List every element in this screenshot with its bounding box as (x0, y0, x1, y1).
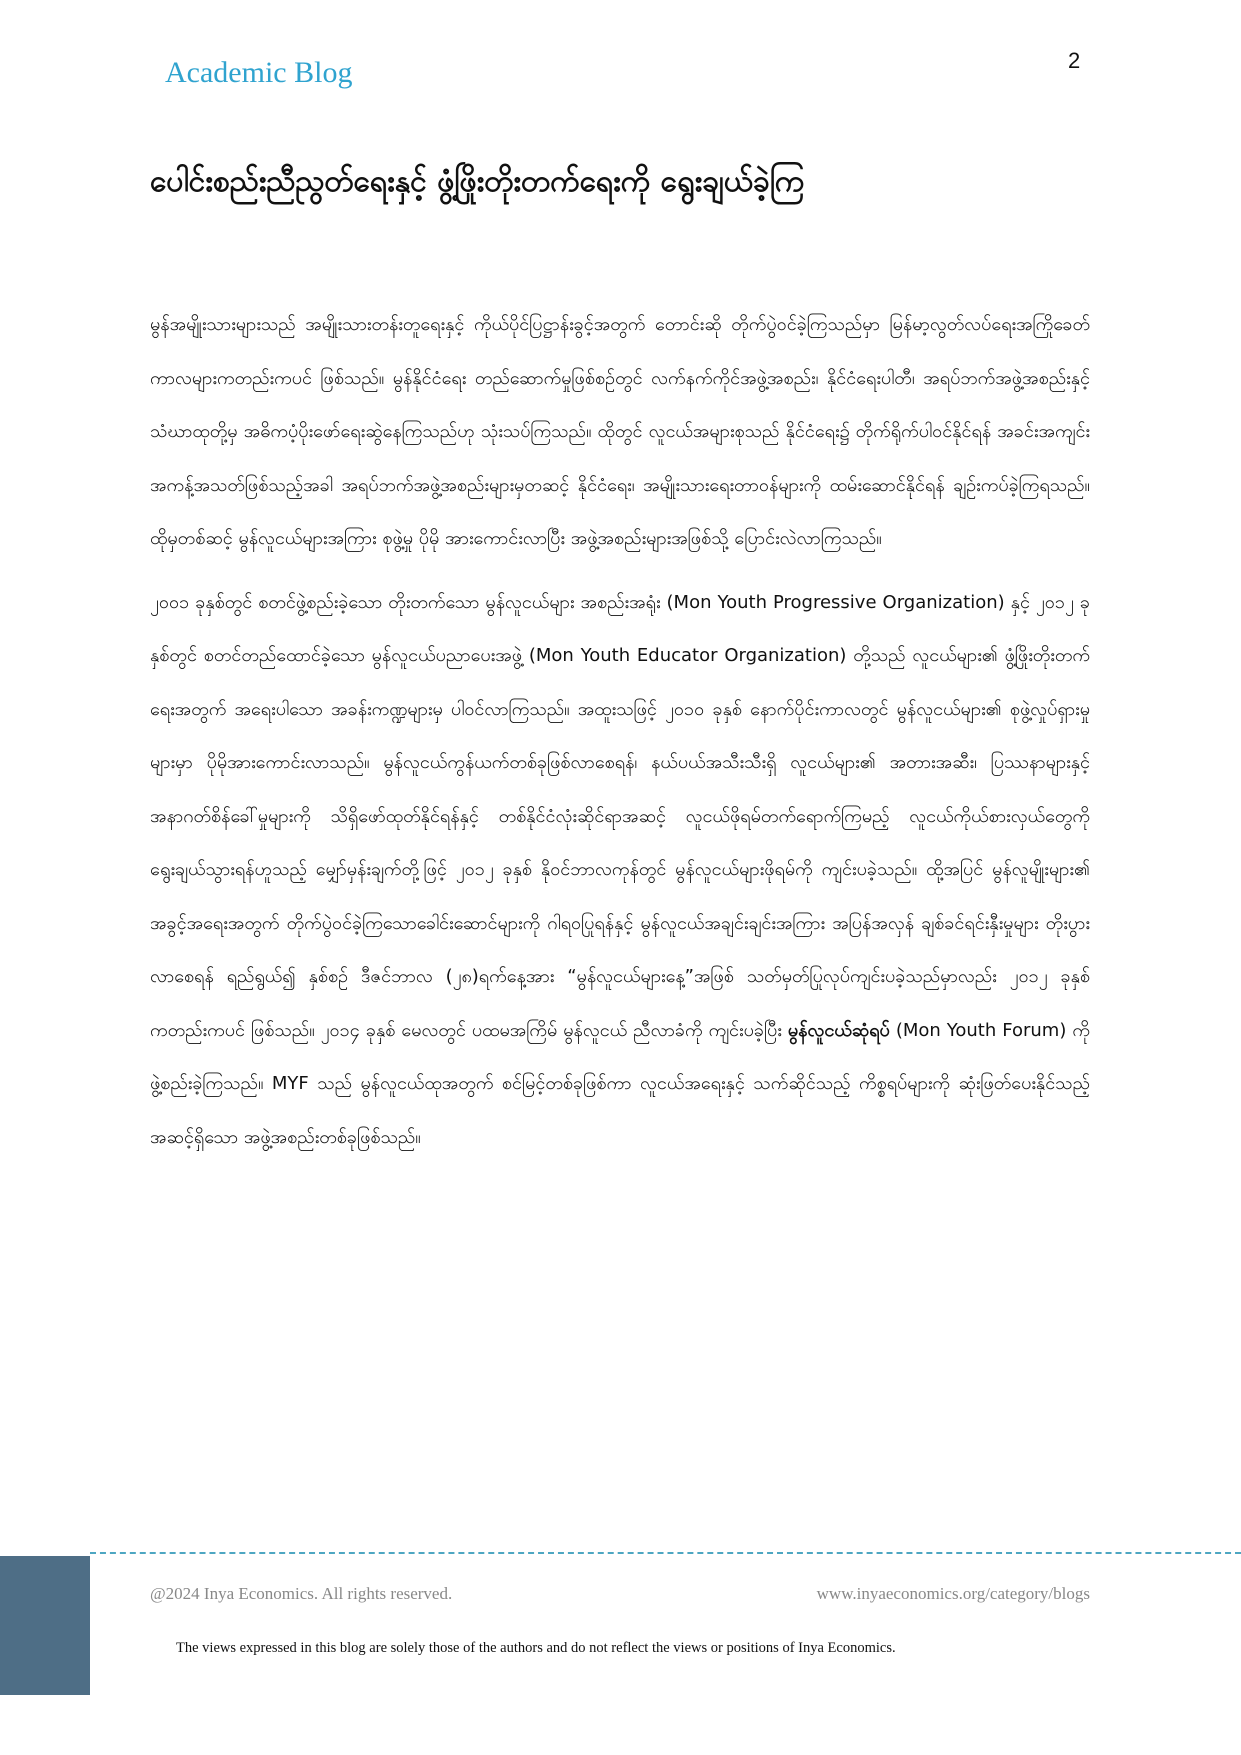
blog-name: Academic Blog (165, 56, 353, 89)
paragraph: မွန်အမျိုးသားများသည် အမျိုးသားတန်းတူရေးနှင့် ကိုယ်ပိုင်ပြဋ္ဌာန်းခွင့်အတွက် တောင်းဆို တိုက်ပွဲဝင်ခဲ့ကြသည်မှာ မြန်မာ့လွတ်လပ်ရေးအကြိုခေတ် ကာလများကတည်းကပင် ဖြစ်သည်။ မွန်နိုင်ငံရေး တည်ဆောက်မှုဖြစ်စဉ်တွင် လက်နက်ကိုင်အဖွဲ့အစည်း၊ နိုင်ငံရေးပါတီ၊ အရပ်ဘက်အဖွဲ့အစည်းနှင့် သံဃာထုတို့မှ အဓိကပံ့ပိုးဖော်ရေးဆွဲနေကြသည်ဟု သုံးသပ်ကြသည်။ ထိုတွင် လူငယ်အများစုသည် နိုင်ငံရေး၌ တိုက်ရိုက်ပါဝင်နိုင်ရန် အခင်းအကျင်း အကန့်အသတ်ဖြစ်သည့်အခါ အရပ်ဘက်အဖွဲ့အစည်းများမှတဆင့် နိုင်ငံရေး၊ အမျိုးသားရေးတာဝန်များကို ထမ်းဆောင်နိုင်ရန် ချဉ်းကပ်ခဲ့ကြရသည်။ ထိုမှတစ်ဆင့် မွန်လူငယ်များအကြား စုဖွဲ့မှု ပိုမို အားကောင်းလာပြီး အဖွဲ့အစည်းများအဖြစ်သို့ ပြောင်းလဲလာကြသည်။ (150, 314, 1090, 549)
footer-disclaimer: The views expressed in this blog are solely those of the authors and do not reflect the views or positions of Inya Economics. (176, 1640, 896, 1656)
footer-side-block (0, 1556, 90, 1695)
page-number: 2 (1068, 48, 1081, 73)
article-body (150, 298, 1090, 1174)
footer-divider (90, 1552, 1241, 1554)
article-title: ပေါင်းစည်းညီညွတ်ရေးနှင့် ဖွံ့ဖြိုးတိုးတက်ရေးကို ရွေးချယ်ခဲ့ကြ (150, 164, 805, 199)
paragraph-text: (Mon Youth Forum) ကိုဖွဲ့စည်းခဲ့ကြသည်။ MYF သည် မွန်လူငယ်ထုအတွက် စင်မြင့်တစ်ခုဖြစ်ကာ လူငယ်အရေးနှင့် သက်ဆိုင်သည့် ကိစ္စရပ်များကို ဆုံးဖြတ်ပေးနိုင်သည့်အဆင့်ရှိသော အဖွဲ့အစည်းတစ်ခုဖြစ်သည်။ (150, 1019, 1090, 1148)
bold-term: မွန်လူငယ်ဆုံရပ် (787, 1019, 890, 1041)
footer-website: www.inyaeconomics.org/category/blogs (816, 1584, 1090, 1603)
paragraph-text: ၂၀၀၁ ခုနှစ်တွင် စတင်ဖွဲ့စည်းခဲ့သော တိုးတက်သော မွန်လူငယ်များ အစည်းအရုံး (Mon Youth Progressive Organization) နှင့် ၂၀၁၂ ခုနှစ်တွင် စတင်တည်ထောင်ခဲ့သော မွန်လူငယ်ပညာပေးအဖွဲ့ (Mon Youth Educator Organization) တို့သည် လူငယ်များ၏ ဖွံ့ဖြိုးတိုးတက်ရေးအတွက် အရေးပါသော အခန်းကဏ္ဍများမှ ပါဝင်လာကြသည်။ အထူးသဖြင့် ၂၀၁၀ ခုနှစ် နောက်ပိုင်းကာလတွင် မွန်လူငယ်များ၏ စုဖွဲ့လှုပ်ရှားမှုများမှာ ပိုမိုအားကောင်းလာသည်။ မွန်လူငယ်ကွန်ယက်တစ်ခုဖြစ်လာစေရန်၊ နယ်ပယ်အသီးသီးရှိ လူငယ်များ၏ အတားအဆီး၊ ပြဿနာများနှင့် အနာဂတ်စိန်ခေါ်မှုများကို သိရှိဖော်ထုတ်နိုင်ရန်နှင့် တစ်နိုင်ငံလုံးဆိုင်ရာအဆင့် လူငယ်ဖိုရမ်တက်ရောက်ကြမည့် လူငယ်ကိုယ်စားလှယ်တွေကို ရွေးချယ်သွားရန်ဟူသည့် မျှော်မှန်းချက်တို့ဖြင့် ၂၀၁၂ ခုနှစ် နိုဝင်ဘာလကုန်တွင် မွန်လူငယ်များဖိုရမ်ကို ကျင်းပခဲ့သည်။ ထို့အပြင် မွန်လူမျိုးများ၏ အခွင့်အရေးအတွက် တိုက်ပွဲဝင်ခဲ့ကြသောခေါင်းဆောင်များကို ဂါရဝပြုရန်နှင့် မွန်လူငယ်အချင်းချင်းအကြား အပြန်အလှန် ချစ်ခင်ရင်းနှီးမှုများ တိုးပွားလာစေရန် ရည်ရွယ်၍ နှစ်စဉ် ဒီဇင်ဘာလ (၂၈)ရက်နေ့အား “မွန်လူငယ်များနေ့”အဖြစ် သတ်မှတ်ပြုလုပ်ကျင်းပခဲ့သည်မှာလည်း ၂၀၁၂ ခုနှစ် ကတည်းကပင် ဖြစ်သည်။ ၂၀၁၄ ခုနှစ် မေလတွင် ပထမအကြိမ် မွန်လူငယ် ညီလာခံကို ကျင်းပခဲ့ပြီး (150, 591, 1090, 1041)
footer-copyright: @2024 Inya Economics. All rights reserved. (150, 1584, 453, 1603)
paragraph (150, 576, 1090, 1165)
